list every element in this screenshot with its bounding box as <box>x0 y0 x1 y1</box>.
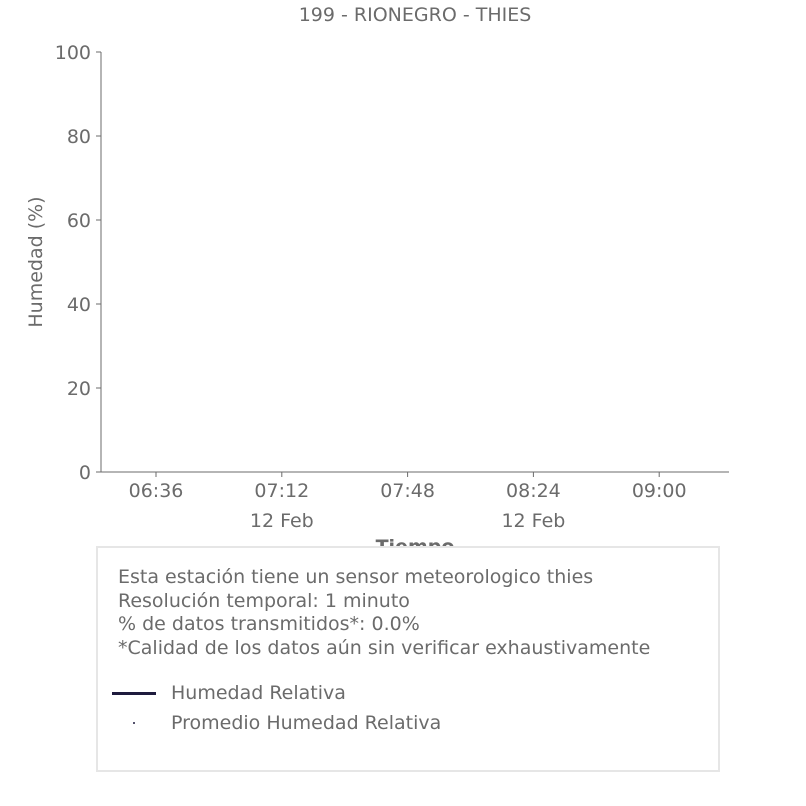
x-tick-label: 07:12 <box>254 480 310 502</box>
y-tick-label: 60 <box>66 210 91 232</box>
y-tick-label: 40 <box>66 294 91 316</box>
y-tick-label: 100 <box>54 42 91 64</box>
y-tick-label: 80 <box>66 126 91 148</box>
x-tick-label: 08:24 <box>506 480 561 502</box>
chart-title: 199 - RIONEGRO - THIES <box>298 4 532 26</box>
x-tick-date-label: 12 Feb <box>249 510 314 532</box>
legend-item-promedio-humedad-relativa <box>112 712 441 734</box>
y-axis-label: Humedad (%) <box>25 196 47 328</box>
legend-label: Promedio Humedad Relativa <box>171 712 442 734</box>
x-tick-date-label: 12 Feb <box>501 510 566 532</box>
y-tick-label: 20 <box>66 378 91 400</box>
info-line-transmitted: % de datos transmitidos*: 0.0% <box>118 613 420 635</box>
y-axis-ticks <box>55 42 101 484</box>
legend-label: Humedad Relativa <box>171 682 346 704</box>
x-tick-label: 07:48 <box>380 480 435 502</box>
legend-item-humedad-relativa <box>112 682 346 704</box>
x-tick-label: 06:36 <box>128 480 184 502</box>
legend-box <box>96 546 720 772</box>
station-info <box>118 566 650 660</box>
dot-swatch-icon <box>112 713 156 733</box>
info-line-sensor: Esta estación tiene un sensor meteorologico thies <box>118 566 594 588</box>
y-tick-label: 0 <box>78 462 91 484</box>
info-line-quality: *Calidad de los datos aún sin verificar exhaustivamente <box>118 636 651 659</box>
line-swatch-icon <box>112 683 156 703</box>
x-axis-ticks <box>129 472 687 532</box>
info-line-resolution: Resolución temporal: 1 minuto <box>118 589 410 612</box>
x-tick-label: 09:00 <box>631 480 687 502</box>
